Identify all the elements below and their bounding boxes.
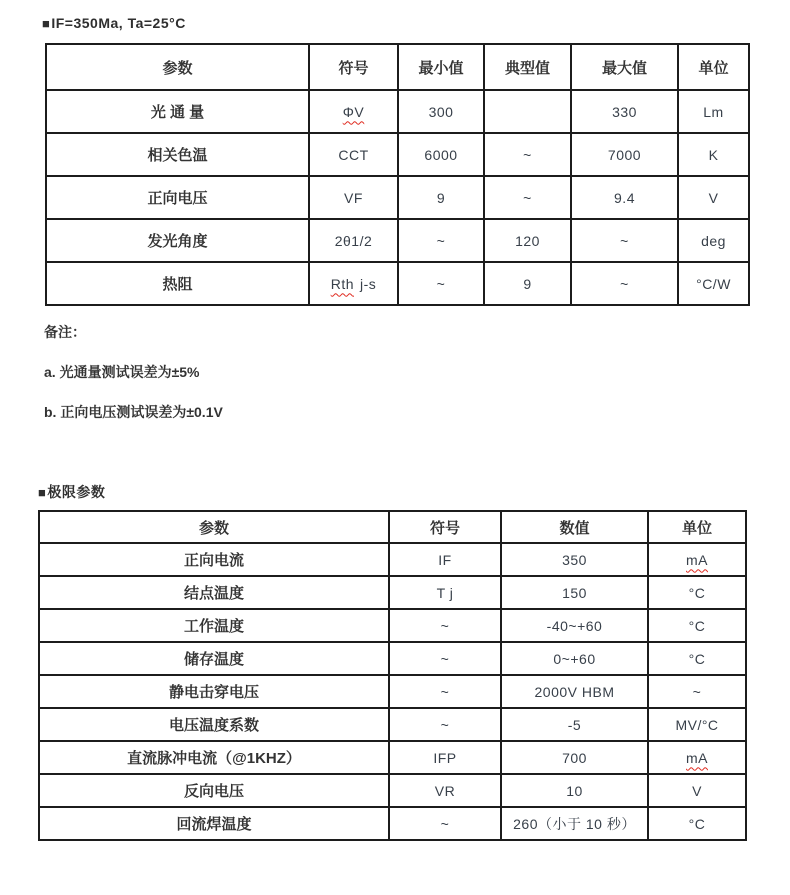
cell-value: 10 [501, 774, 648, 807]
section1-title-text: IF=350Ma, Ta=25°C [51, 15, 186, 31]
cell-min: 6000 [398, 133, 484, 176]
table-row [46, 262, 749, 305]
col-header-symbol: 符号 [309, 44, 398, 90]
cell-max: 7000 [571, 133, 678, 176]
cell-value: 2000V HBM [501, 675, 648, 708]
cell-value: 260（小于 10 秒） [501, 807, 648, 840]
col-header-parameter: 参数 [46, 44, 309, 90]
cell-unit: Lm [678, 90, 749, 133]
cell-min: 300 [398, 90, 484, 133]
col-header-parameter: 参数 [39, 511, 389, 543]
col-header-unit: 单位 [678, 44, 749, 90]
cell-unit: V [648, 774, 746, 807]
cell-typical: 9 [484, 262, 571, 305]
cell-symbol: VF [309, 176, 398, 219]
notes-block [44, 322, 790, 422]
col-header-value: 数值 [501, 511, 648, 543]
cell-unit: °C [648, 807, 746, 840]
table-row [39, 741, 746, 774]
table-row [39, 609, 746, 642]
cell-typical: ~ [484, 133, 571, 176]
cell-value: 150 [501, 576, 648, 609]
cell-value: 350 [501, 543, 648, 576]
cell-max: ~ [571, 219, 678, 262]
limit-parameters-table [38, 510, 747, 841]
section-title-limit-parameters [0, 422, 790, 502]
cell-parameter: 储存温度 [39, 642, 389, 675]
section-title-test-conditions [0, 0, 790, 31]
note-item-b: b. 正向电压测试误差为±0.1V [44, 404, 223, 420]
black-square-icon: ■ [38, 485, 47, 500]
cell-symbol: 2θ1/2 [309, 219, 398, 262]
misspelled-text: mA [686, 551, 708, 568]
black-square-icon: ■ [42, 16, 51, 31]
note-item-a: a. 光通量测试误差为±5% [44, 364, 200, 380]
cell-unit: MV/°C [648, 708, 746, 741]
cell-symbol: VR [389, 774, 501, 807]
cell-value: -40~+60 [501, 609, 648, 642]
misspelled-text: Rth [330, 275, 354, 292]
col-header-typical: 典型值 [484, 44, 571, 90]
cell-symbol [309, 90, 398, 133]
table-row [46, 176, 749, 219]
cell-min: 9 [398, 176, 484, 219]
table-row [46, 133, 749, 176]
cell-unit: K [678, 133, 749, 176]
symbol-suffix: j-s [360, 275, 377, 292]
cell-parameter: 回流焊温度 [39, 807, 389, 840]
table-row [39, 675, 746, 708]
cell-unit: °C [648, 642, 746, 675]
cell-unit [648, 543, 746, 576]
cell-unit [648, 741, 746, 774]
cell-unit: V [678, 176, 749, 219]
col-header-max: 最大值 [571, 44, 678, 90]
misspelled-text: ΦV [342, 103, 365, 120]
cell-parameter: 正向电流 [39, 543, 389, 576]
cell-parameter: 反向电压 [39, 774, 389, 807]
table-header-row [46, 44, 749, 90]
cell-symbol: IFP [389, 741, 501, 774]
cell-parameter: 发光角度 [46, 219, 309, 262]
cell-max: ~ [571, 262, 678, 305]
table-header-row [39, 511, 746, 543]
cell-unit: ~ [648, 675, 746, 708]
cell-unit: °C [648, 609, 746, 642]
cell-symbol: CCT [309, 133, 398, 176]
optical-electrical-table [45, 43, 750, 306]
cell-value: 700 [501, 741, 648, 774]
cell-typical: ~ [484, 176, 571, 219]
table-row [46, 219, 749, 262]
cell-parameter: 相关色温 [46, 133, 309, 176]
cell-parameter: 热阻 [46, 262, 309, 305]
cell-value: -5 [501, 708, 648, 741]
section2-title-text: 极限参数 [47, 484, 106, 500]
cell-min: ~ [398, 219, 484, 262]
table-row [39, 774, 746, 807]
cell-symbol: IF [389, 543, 501, 576]
cell-parameter: 工作温度 [39, 609, 389, 642]
cell-parameter: 正向电压 [46, 176, 309, 219]
cell-max: 330 [571, 90, 678, 133]
cell-min: ~ [398, 262, 484, 305]
cell-parameter: 静电击穿电压 [39, 675, 389, 708]
misspelled-text: mA [686, 749, 708, 766]
cell-symbol: ~ [389, 807, 501, 840]
cell-value: 0~+60 [501, 642, 648, 675]
cell-symbol [309, 262, 398, 305]
col-header-min: 最小值 [398, 44, 484, 90]
cell-symbol: T j [389, 576, 501, 609]
table-row [39, 708, 746, 741]
cell-parameter: 电压温度系数 [39, 708, 389, 741]
cell-parameter: 直流脉冲电流（@1KHZ） [39, 741, 389, 774]
table-row [46, 90, 749, 133]
cell-parameter: 光 通 量 [46, 90, 309, 133]
cell-unit: °C/W [678, 262, 749, 305]
cell-typical: 120 [484, 219, 571, 262]
notes-title: 备注： [44, 324, 86, 340]
cell-symbol: ~ [389, 609, 501, 642]
table-row [39, 642, 746, 675]
cell-max: 9.4 [571, 176, 678, 219]
table-row [39, 543, 746, 576]
cell-typical [484, 90, 571, 133]
cell-symbol: ~ [389, 675, 501, 708]
cell-symbol: ~ [389, 708, 501, 741]
col-header-unit: 单位 [648, 511, 746, 543]
col-header-symbol: 符号 [389, 511, 501, 543]
table-row [39, 576, 746, 609]
table-row [39, 807, 746, 840]
cell-parameter: 结点温度 [39, 576, 389, 609]
cell-unit: deg [678, 219, 749, 262]
cell-unit: °C [648, 576, 746, 609]
cell-symbol: ~ [389, 642, 501, 675]
